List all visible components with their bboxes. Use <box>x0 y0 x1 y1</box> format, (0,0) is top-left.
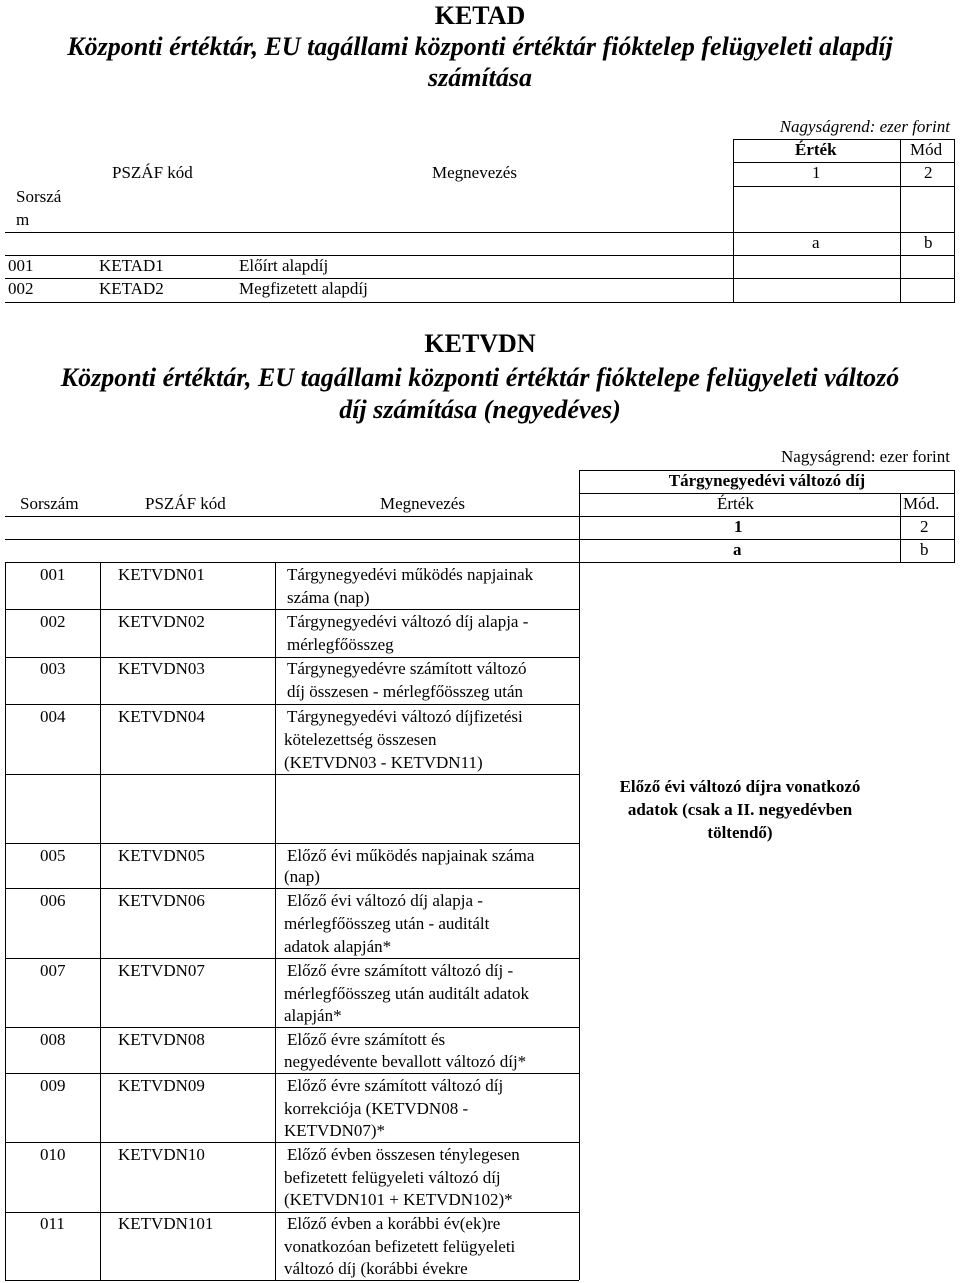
row-name: Előző évben a korábbi év(ek)re <box>287 1214 501 1233</box>
row-number: 002 <box>40 612 66 631</box>
row-name-cont: negyedévente bevallott változó díj* <box>284 1052 527 1071</box>
ketvdn-code: KETVDN <box>424 329 536 358</box>
row-name-cont: (nap) <box>284 867 320 886</box>
prev-year-header-line2: adatok (csak a II. negyedévben <box>627 800 853 819</box>
row-number: 004 <box>40 707 66 726</box>
row-code: KETVDN05 <box>118 846 205 865</box>
row-code: KETVDN06 <box>118 891 205 910</box>
ketad-header-col1: 1 <box>812 163 821 182</box>
row-number: 001 <box>8 256 34 275</box>
row-name-cont: adatok alapján* <box>284 937 392 956</box>
ketad-magnitude: Nagyságrend: ezer forint <box>779 117 950 136</box>
row-name-cont: mérlegfőösszeg után - auditált <box>284 914 490 933</box>
row-number: 001 <box>40 565 66 584</box>
ketad-header-cola: a <box>812 233 820 252</box>
ketad-header-megnevezes: Megnevezés <box>432 163 517 182</box>
row-name-cont: száma (nap) <box>287 588 370 607</box>
ketad-header-col2: 2 <box>924 163 933 182</box>
row-name-cont: díj összesen - mérlegfőösszeg után <box>287 682 524 701</box>
ketvdn-header-mod: Mód. <box>903 494 940 513</box>
row-name: Tárgynegyedévi működés napjainak <box>287 565 534 584</box>
row-name: Előző évi változó díj alapja - <box>287 891 483 910</box>
row-number: 011 <box>40 1214 65 1233</box>
row-name: Tárgynegyedévi változó díj alapja - <box>287 612 529 631</box>
prev-year-header-line3: töltendő) <box>707 823 773 842</box>
ketad-title-line2: számítása <box>427 63 533 92</box>
row-code: KETVDN08 <box>118 1030 205 1049</box>
ketvdn-header-colb: b <box>920 540 929 559</box>
row-name: Előírt alapdíj <box>239 256 329 275</box>
row-number: 008 <box>40 1030 66 1049</box>
ketad-title-line1: Központi értéktár, EU tagállami központi értéktár fióktelep felügyeleti alapdíj <box>67 32 893 61</box>
row-code: KETVDN01 <box>118 565 205 584</box>
ketad-header-ertek: Érték <box>795 140 837 159</box>
row-name: Előző évben összesen ténylegesen <box>287 1145 520 1164</box>
row-code: KETVDN10 <box>118 1145 205 1164</box>
row-code: KETVDN09 <box>118 1076 205 1095</box>
row-name: Előző évre számított változó díj <box>287 1076 504 1095</box>
row-code: KETVDN02 <box>118 612 205 631</box>
ketvdn-header-col1: 1 <box>734 517 743 536</box>
row-name-cont: kötelezettség összesen <box>284 730 437 749</box>
row-name: Előző évre számított és <box>287 1030 446 1049</box>
ketvdn-header-pszaf: PSZÁF kód <box>145 494 226 513</box>
ketad-header-colb: b <box>924 233 933 252</box>
row-code: KETVDN04 <box>118 707 205 726</box>
ketvdn-header-col2: 2 <box>920 517 929 536</box>
row-name-cont: befizetett felügyeleti változó díj <box>284 1168 501 1187</box>
row-number: 009 <box>40 1076 66 1095</box>
ketvdn-header-group: Tárgynegyedévi változó díj <box>668 471 866 490</box>
row-code: KETVDN07 <box>118 961 205 980</box>
row-name: Előző évre számított változó díj - <box>287 961 514 980</box>
row-name-cont: vonatkozóan befizetett felügyeleti <box>284 1237 516 1256</box>
ketvdn-header-megnevezes: Megnevezés <box>380 494 465 513</box>
ketvdn-magnitude: Nagyságrend: ezer forint <box>781 447 950 466</box>
row-code: KETVDN03 <box>118 659 205 678</box>
ketvdn-title-line2: díj számítása (negyedéves) <box>339 395 621 424</box>
ketad-header-mod: Mód <box>910 140 943 159</box>
row-number: 010 <box>40 1145 66 1164</box>
row-name-cont: mérlegfőösszeg után auditált adatok <box>284 984 529 1003</box>
ketvdn-header-ertek: Érték <box>717 494 754 513</box>
row-name-cont: mérlegfőösszeg <box>287 635 394 654</box>
row-number: 006 <box>40 891 66 910</box>
prev-year-header: Előző évi változó díjra vonatkozó <box>619 777 861 796</box>
row-name-cont: (KETVDN03 - KETVDN11) <box>284 753 483 772</box>
row-number: 007 <box>40 961 66 980</box>
row-name: Megfizetett alapdíj <box>239 279 368 298</box>
ketvdn-title-line1: Központi értéktár, EU tagállami központi értéktár fióktelepe felügyeleti változó <box>60 363 900 392</box>
ketvdn-header-cola: a <box>733 540 742 559</box>
ketad-header-pszaf: PSZÁF kód <box>112 163 193 182</box>
row-name: Tárgynegyedévre számított változó <box>287 659 527 678</box>
row-name: Tárgynegyedévi változó díjfizetési <box>287 707 523 726</box>
ketvdn-header-sorszam: Sorszám <box>20 494 79 513</box>
row-number: 002 <box>8 279 34 298</box>
row-name-cont: (KETVDN101 + KETVDN102)* <box>284 1190 513 1209</box>
ketad-code: KETAD <box>434 1 526 30</box>
row-code: KETAD1 <box>99 256 164 275</box>
row-name-cont: változó díj (korábbi évekre <box>284 1259 468 1278</box>
row-code: KETVDN101 <box>118 1214 214 1233</box>
ketad-header-sorszam-2: m <box>16 210 30 229</box>
row-name-cont: alapján* <box>284 1006 342 1025</box>
row-number: 003 <box>40 659 66 678</box>
row-name: Előző évi működés napjainak száma <box>287 846 535 865</box>
row-name-cont: KETVDN07)* <box>284 1121 386 1140</box>
row-number: 005 <box>40 846 66 865</box>
row-code: KETAD2 <box>99 279 164 298</box>
ketad-header-sorszam: Sorszá <box>16 187 62 206</box>
row-name-cont: korrekciója (KETVDN08 - <box>284 1099 469 1118</box>
